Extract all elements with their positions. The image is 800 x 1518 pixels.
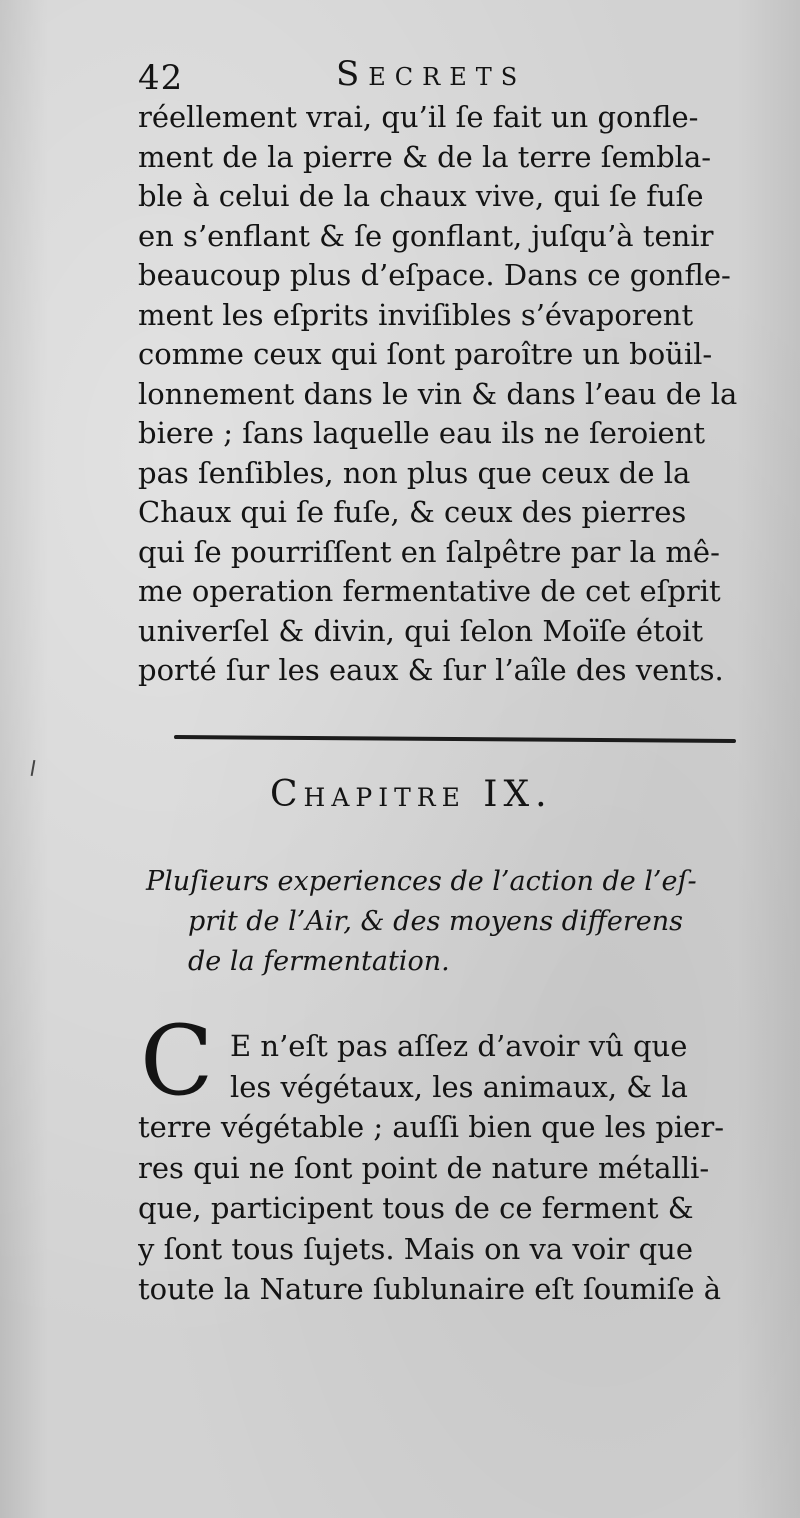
text-line: toute la Nature ſublunaire eſt ſoumiſe à	[138, 1272, 722, 1306]
text-line: res qui ne ſont point de nature métalli-	[138, 1150, 710, 1185]
text-line: y ſont tous ſujets. Mais on va voir que	[138, 1231, 693, 1266]
text-line: E n’eſt pas aſſez d’avoir vû que	[230, 1029, 688, 1063]
subtitle-line: de la fermentation.	[188, 946, 450, 977]
running-title: Secrets	[336, 54, 527, 94]
text-line: en s’enflant & ſe gonflant, juſqu’à tenir	[138, 218, 714, 253]
text-line: beaucoup plus d’eſpace. Dans ce gonfle-	[138, 258, 731, 292]
text-line: pas ſenſibles, non plus que ceux de la	[138, 455, 691, 490]
text-line: univerſel & divin, qui ſelon Moïſe étoit	[138, 613, 704, 648]
text-line: ment les eſprits inviſibles s’évaporent	[138, 297, 694, 332]
text-line: porté ſur les eaux & ſur l’aîle des vents.	[138, 653, 724, 687]
text-line: les végétaux, les animaux, & la	[230, 1069, 688, 1104]
subtitle-line: prit de l’Air, & des moyens differens	[188, 906, 683, 937]
text-line: ble à celui de la chaux vive, qui ſe fuſe	[138, 179, 704, 213]
section-divider-rule	[174, 735, 736, 743]
chapter-paragraph	[138, 1026, 778, 1310]
drop-cap-initial: C	[140, 1005, 214, 1117]
subtitle-line: Pluſieurs experiences de l’action de l’eſ-	[146, 866, 697, 897]
text-line: réellement vrai, qu’il ſe fait un gonfle-	[138, 100, 699, 134]
body-text	[138, 98, 768, 691]
text-line: comme ceux qui ſont paroître un boüil-	[138, 337, 713, 371]
text-line: terre végétable ; auſſi bien que les pier-	[138, 1110, 724, 1144]
margin-mark	[31, 760, 36, 776]
text-line: lonnement dans le vin & dans l’eau de la	[138, 376, 738, 411]
text-line: biere ; ſans laquelle eau ils ne ſeroient	[138, 416, 705, 450]
text-line: Chaux qui ſe fuſe, & ceux des pierres	[138, 495, 687, 529]
text-line: que, participent tous de ce ferment &	[138, 1191, 694, 1225]
page-number: 42	[138, 58, 184, 98]
text-line: qui ſe pourriſſent en ſalpêtre par la mê-	[138, 534, 720, 569]
chapter-heading: Chapitre IX.	[270, 774, 553, 815]
running-head	[138, 54, 638, 100]
text-line: me operation fermentative de cet eſprit	[138, 574, 721, 608]
chapter-subtitle	[146, 862, 786, 982]
text-line: ment de la pierre & de la terre ſembla-	[138, 139, 712, 174]
